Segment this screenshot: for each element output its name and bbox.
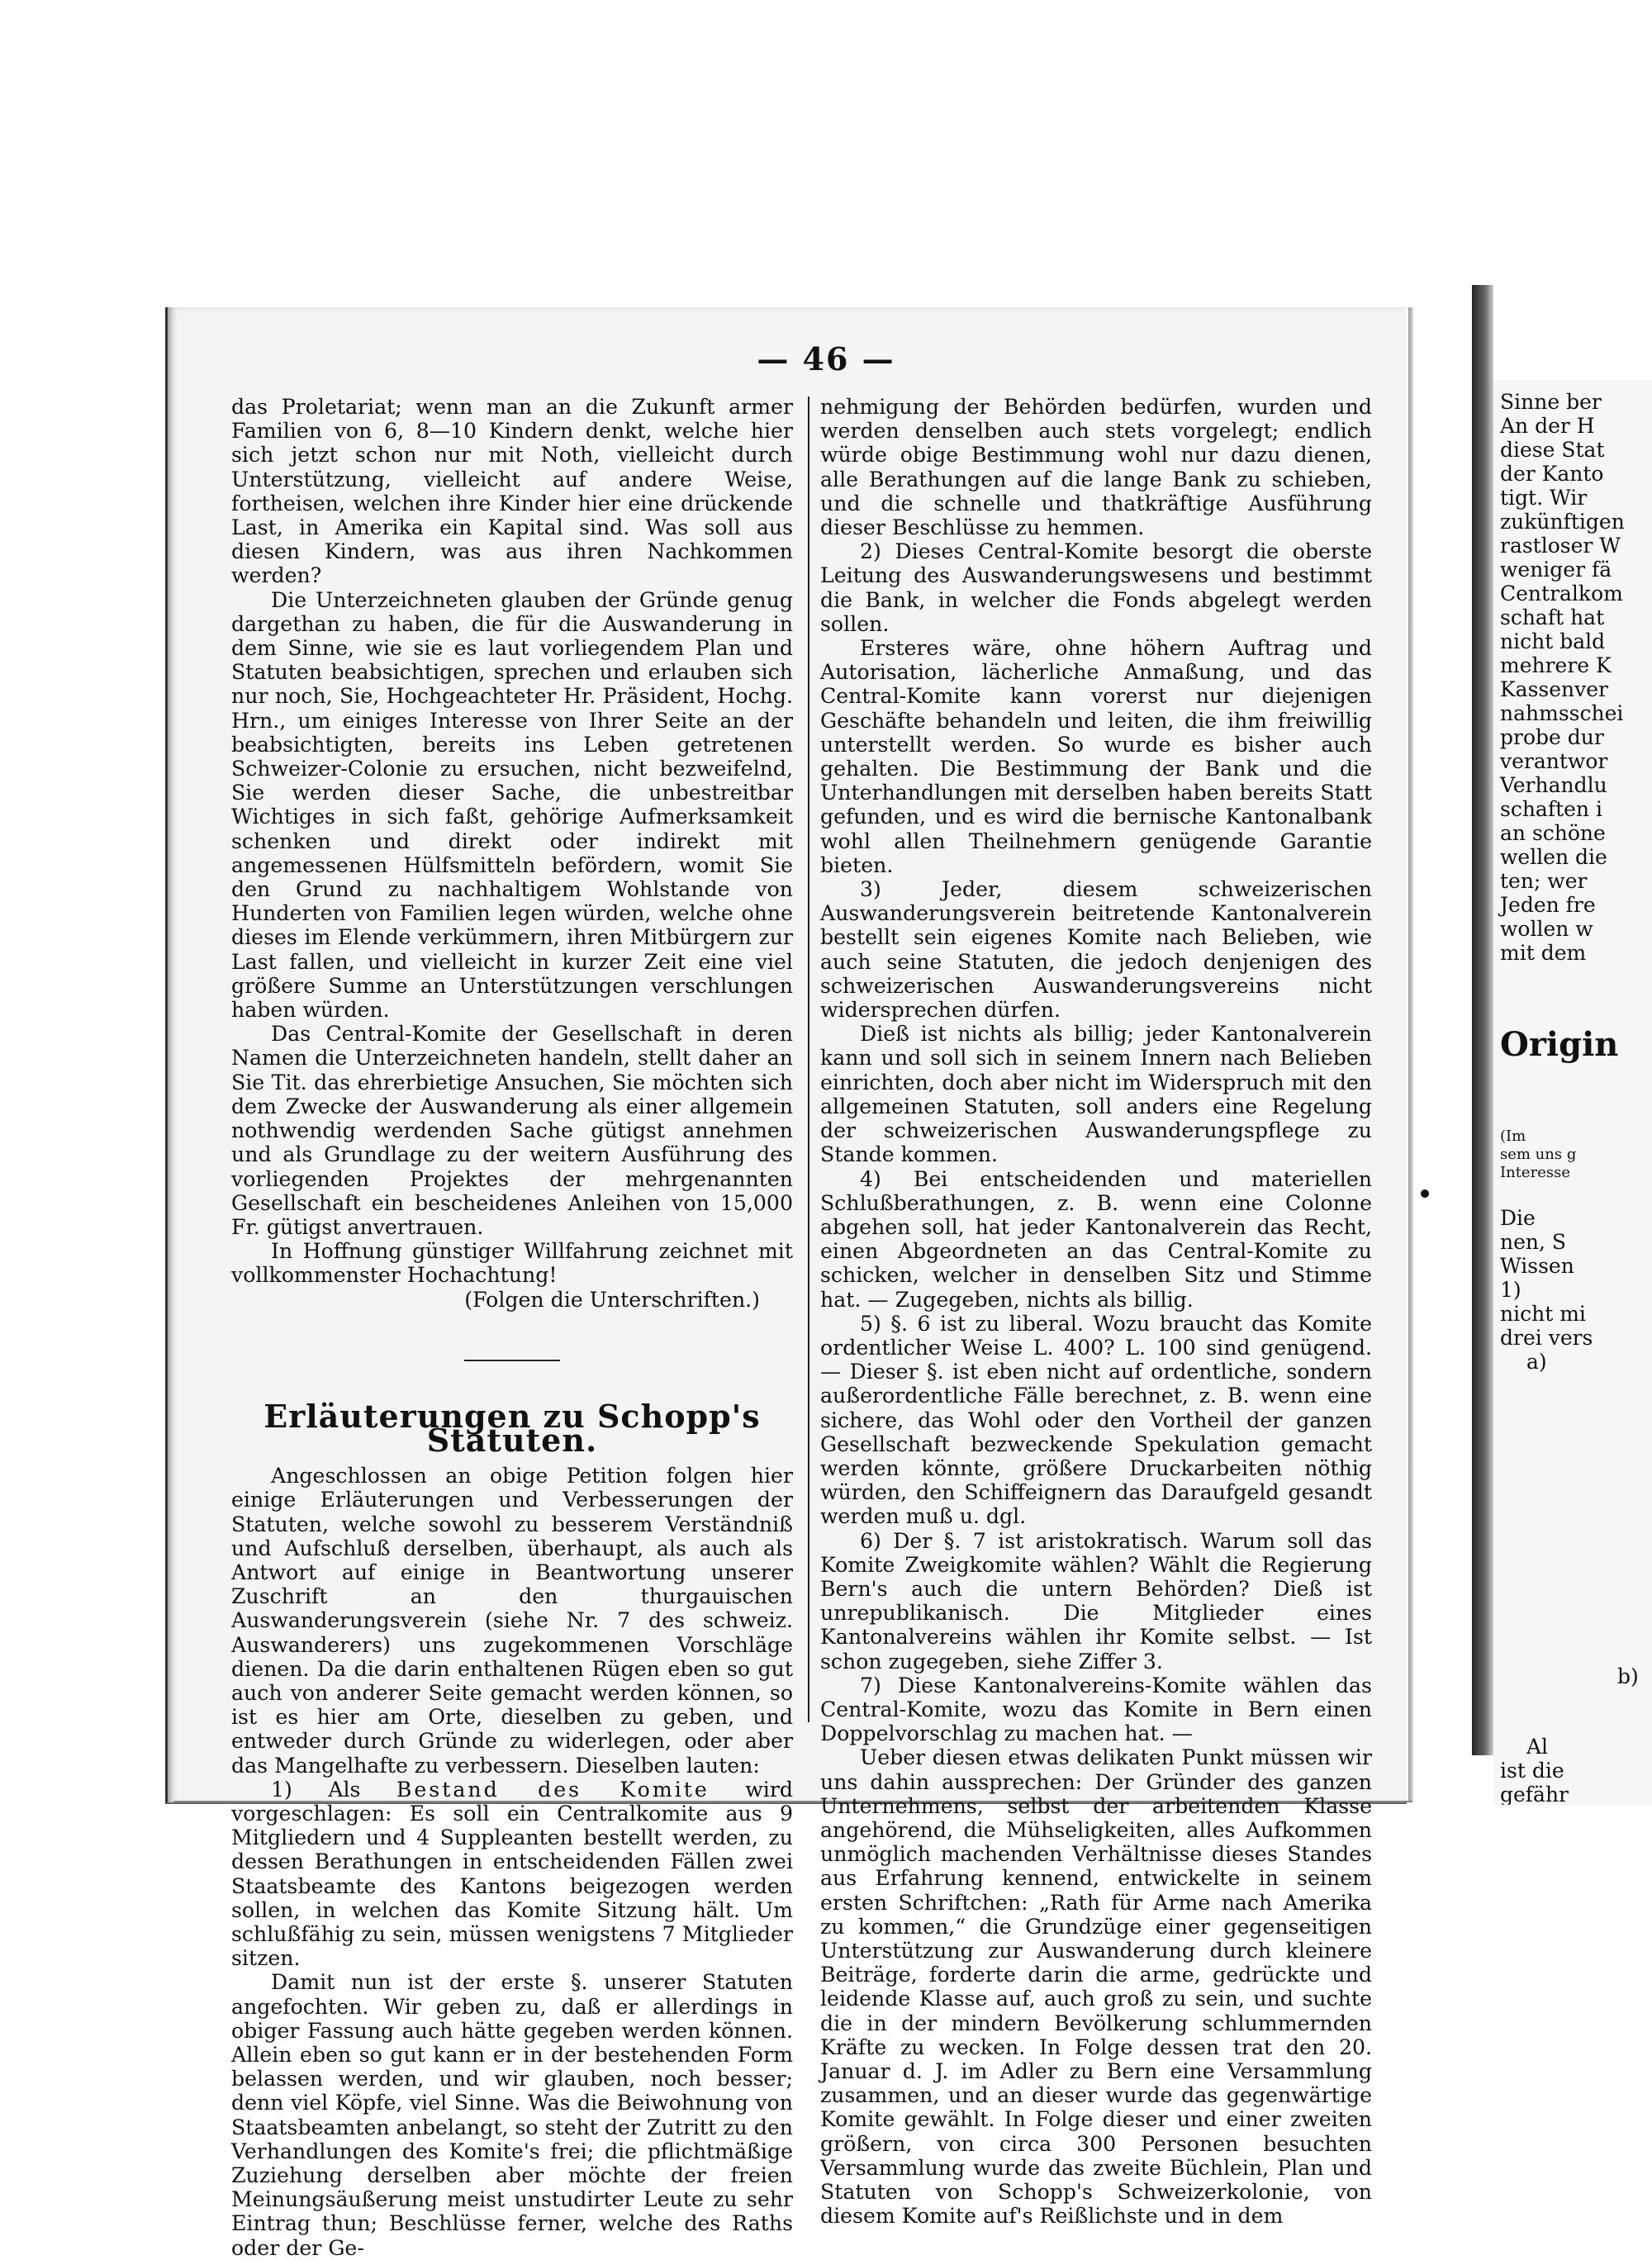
paragraph: Das Central-Komite der Gesellschaft in deren Namen die Unterzeichneten handeln, stellt daher an Sie Tit. das ehrerbietige Ansuchen, Sie möchten sich dem Zwecke der Auswanderung als einer allgemein nothwendig werdenden Sache gütigst annehmen und als Grundlage zu der weitern Ausführung des vorliegenden Projektes der mehrgenannten Gesellschaft ein bescheidenes Anleihen von 15,000 Fr. gütigst anvertrauen. (231, 1022, 793, 1239)
fragment-line: 1) (1500, 1278, 1521, 1302)
fragment-line: schaft hat (1500, 605, 1605, 629)
paragraph: Angeschlossen an obige Petition folgen hier einige Erläuterungen und Verbesserungen der Statuten, welche sowohl zu besserem Verständniß und Aufschluß derselben, überhaupt, als auch als Antwort auf einige in Beantwortung unserer Zuschrift an den thurgauischen Auswanderungsverein (siehe Nr. 7 des schweiz. Auswanderers) uns zugekommenen Vorschläge dienen. Da die darin enthaltenen Rügen eben so gut auch von anderer Seite gemacht werden können, so ist es hier am Orte, dieselben zu geben, und entweder durch Gründe zu widerlegen, oder aber das Mangelhafte zu verbessern. Dieselben lauten: (231, 1464, 793, 1778)
fragment-line: nen, S (1500, 1230, 1567, 1254)
fragment-line: rastloser W (1500, 534, 1621, 558)
section-divider (464, 1360, 560, 1361)
fragment-line: mit dem (1500, 941, 1587, 965)
fragment-line: Die (1500, 1206, 1536, 1230)
signature-note: (Folgen die Unterschriften.) (464, 1287, 760, 1312)
paragraph: nehmigung der Behörden bedürfen, wurden und werden denselben auch stets vorgelegt; endlich würde obige Bestimmung wohl nur dazu dienen, alle Berathungen auf die lange Bank zu schieben, und die schnelle und thatkräftige Ausführung dieser Beschlüsse zu hemmen. (820, 395, 1372, 540)
paragraph: Ueber diesen etwas delikaten Punkt müssen wir uns dahin aussprechen: Der Gründer des ganzen Unternehmens, selbst der arbeitenden Klasse angehörend, die Mühseligkeiten, alles Aufkommen unmöglich machenden Verhältnisse dieses Standes aus Erfahrung kennend, entwickelte in seinem ersten Schriftchen: „Rath für Arme nach Amerika zu kommen,“ die Grundzüge einer gegenseitigen Unterstützung zur Auswanderung durch kleinere Beiträge, forderte darin die arme, gedrückte und leidende Klasse auf, auch groß zu sein, und suchte die in der mindern Bevölkerung schlummernden Kräfte zu wecken. In Folge dessen trat den 20. Januar d. J. im Adler zu Bern eine Versammlung zusammen, und an dieser wurde das gegenwärtige Komite gewählt. In Folge dieser und einer zweiten größern, von circa 300 Personen besuchten Versammlung wurde das zweite Büchlein, Plan und Statuten von Schopp's Schweizerkolonie, von diesem Komite auf's Reißlichste und in dem (820, 1745, 1372, 2229)
fragment-line: drei vers (1500, 1326, 1593, 1350)
fragment-line: weniger fä (1500, 558, 1612, 582)
fragment-line: nicht bald (1500, 629, 1606, 653)
paragraph: 7) Diese Kantonalvereins-Komite wählen das Central-Komite, wozu das Komite in Bern einen Doppelvorschlag zu machen hat. — (820, 1673, 1372, 1746)
paragraph: Ersteres wäre, ohne höhern Auftrag und Autorisation, lächerliche Anmaßung, und das Central-Komite kann vorerst nur diejenigen Geschäfte behandeln und leiten, die ihm freiwillig unterstellt werden. So wurde es bisher auch gehalten. Die Bestimmung der Bank und die Unterhandlungen mit derselben haben bereits Statt gefunden, und es wird die bernische Kantonalbank wohl allen Theilnehmern genügende Garantie bieten. (820, 636, 1372, 877)
fragment-line: Wissen (1500, 1254, 1574, 1278)
fragment-line: Centralkom (1500, 582, 1623, 605)
paragraph: das Proletariat; wenn man an die Zukunft armer Familien von 6, 8—10 Kindern denkt, welche hier sich jetzt schon nur mit Noth, vielleicht durch Unterstützung, vielleicht auf andere Weise, fortheisen, welchen ihre Kinder hier eine drückende Last, in Amerika ein Kapital sind. Was soll aus diesen Kindern, was aus ihren Nachkommen werden? (231, 395, 793, 588)
ink-spot (1421, 1189, 1429, 1198)
fragment-line: mehrere K (1500, 653, 1612, 677)
fragment-line: wellen die (1500, 845, 1607, 869)
right-column (820, 395, 1372, 2228)
fragment-line: Verhandlu (1500, 773, 1607, 797)
fragment-heading: Origin (1500, 1025, 1619, 1064)
fragment-line: tigt. Wir (1500, 486, 1588, 510)
fragment-line: der Kanto (1500, 462, 1604, 486)
item-prefix: 1) Als (271, 1777, 361, 1802)
paragraph: In Hoffnung günstiger Willfahrung zeichnet mit vollkommenster Hochachtung! (231, 1239, 793, 1288)
fragment-line: ten; wer (1500, 869, 1588, 893)
item-emphasis: Bestand des Komite (396, 1777, 710, 1802)
fragment-line: b) (1617, 1664, 1639, 1688)
book-spine (1472, 285, 1493, 1755)
paragraph: Die Unterzeichneten glauben der Gründe genug dargethan zu haben, die für die Auswanderung in dem Sinne, wie sie es laut vorliegendem Plan und Statuten beabsichtigen, sprechen und erlauben sich nur noch, Sie, Hochgeachteter Hr. Präsident, Hochg. Hrn., um einiges Interesse von Ihrer Seite an der beabsichtigten, bereits ins Leben getretenen Schweizer-Colonie zu ersuchen, nicht bezweifelnd, Sie werden dieser Sache, die unbestreitbar Wichtiges in sich faßt, gehörige Aufmerksamkeit schenken und direkt oder indirekt mit angemessenen Hülfsmitteln befördern, womit Sie den Grund zu nachhaltigem Wohlstande von Hunderten von Familien legen würden, welche ohne dieses im Elende verkümmern, ihren Mitbürgern zur Last fallen, und vielleicht in kurzer Zeit eine viel größere Summe an Unterstützungen verschlungen haben würden. (231, 587, 793, 1023)
item-text: wird vorgeschlagen: Es soll ein Centralkomite aus 9 Mitgliedern und 4 Suppleanten bestellt werden, zu dessen Berathungen in entscheidenden Fällen zwei Staatsbeamte des Kantons beigezogen werden sollen, in welchen das Komite Sitzung hält. Um schlußfähig zu sein, müssen wenigstens 7 Mitglieder sitzen. (231, 1777, 794, 1971)
fragment-line: Jeden fre (1500, 893, 1596, 917)
paragraph: 2) Dieses Central-Komite besorgt die oberste Leitung des Auswanderungswesens und bestimmt die Bank, in welcher die Fonds abgelegt werden sollen. (820, 539, 1372, 636)
paragraph: 6) Der §. 7 ist aristokratisch. Warum soll das Komite Zweigkomite wählen? Wählt die Regierung Bern's auch die untern Behörden? Dieß ist unrepublikanisch. Die Mitglieder eines Kantonalvereins wählen ihr Komite selbst. — Ist schon zugegeben, siehe Ziffer 3. (820, 1528, 1372, 1674)
fragment-line: probe dur (1500, 725, 1604, 749)
fragment-line: Interesse (1500, 1164, 1570, 1181)
next-page-fragment (1493, 380, 1652, 1805)
fragment-line: Sinne ber (1500, 390, 1602, 414)
fragment-line: schaften i (1500, 797, 1602, 821)
column-divider (808, 396, 809, 1722)
fragment-line: gefähr (1500, 1783, 1569, 1805)
fragment-line: a) (1526, 1350, 1547, 1374)
fragment-line: zukünftigen (1500, 510, 1625, 534)
page-edge (1408, 307, 1413, 1802)
paragraph: 5) §. 6 ist zu liberal. Wozu braucht das Komite ordentlicher Weise L. 400? L. 100 sind genügend. — Dieser §. ist eben nicht auf ordentliche, sondern außerordentliche Fälle berechnet, z. B. wenn eine sichere, das Wohl oder den Vortheil der ganzen Gesellschaft bezweckende Spekulation gemacht werden könnte, größere Druckarbeiten nöthig würden, den Schiffeignern das Daraufgeld gesandt werden muß u. dgl. (820, 1311, 1372, 1529)
fragment-line: diese Stat (1500, 438, 1605, 462)
fragment-line: wollen w (1500, 917, 1593, 941)
fragment-line: ist die (1500, 1759, 1564, 1783)
paragraph-item-1 (231, 1778, 793, 1971)
paragraph: Damit nun ist der erste §. unserer Statuten angefochten. Wir geben zu, daß er allerdings in obiger Fassung auch hätte gegeben werden können. Allein eben so gut kann er in der bestehenden Form belassen werden, und wir glauben, noch besser; denn viel Köpfe, viel Sinne. Was die Beiwohnung von Staatsbeamten anbelangt, so steht der Zutritt zu den Verhandlungen des Komite's frei; die pflichtmäßige Zuziehung derselben aber möchte der freien Meinungsäußerung meist unstudirter Leute zu sehr Eintrag thun; Beschlüsse ferner, welche des Raths oder der Ge- (231, 1970, 793, 2260)
section-title: Erläuterungen zu Schopp's Statuten. (263, 1397, 761, 1459)
fragment-line: Al (1526, 1735, 1549, 1759)
fragment-line: verantwor (1500, 749, 1608, 773)
page-number: — 46 — (757, 340, 895, 377)
fragment-line: Kassenver (1500, 677, 1609, 701)
paragraph: 4) Bei entscheidenden und materiellen Schlußberathungen, z. B. wenn eine Colonne abgehen soll, hat jeder Kantonalverein das Recht, einen Abgeordneten an das Central-Komite zu schicken, welcher in denselben Sitz und Stimme hat. — Zugegeben, nichts als billig. (820, 1166, 1372, 1312)
fragment-line: nahmsschei (1500, 701, 1624, 725)
left-column (231, 395, 793, 2260)
fragment-line: sem uns g (1500, 1146, 1577, 1163)
paragraph: Dieß ist nichts als billig; jeder Kantonalverein kann und soll sich in seinem Innern nach Belieben einrichten, doch aber nicht im Widerspruch mit den allgemeinen Statuten, soll anders eine Regelung der schweizerischen Auswanderungspflege zu Stande kommen. (820, 1022, 1372, 1167)
fragment-line: (Im (1500, 1128, 1526, 1145)
paragraph: 3) Jeder, diesem schweizerischen Auswanderungsverein beitretende Kantonalverein bestellt sein eigenes Komite nach Belieben, wie auch seine Statuten, die jedoch denjenigen des schweizerischen Auswanderungsvereins nicht widersprechen dürfen. (820, 877, 1372, 1023)
fragment-line: nicht mi (1500, 1302, 1586, 1326)
fragment-line: an schöne (1500, 821, 1606, 845)
fragment-line: An der H (1500, 414, 1595, 438)
